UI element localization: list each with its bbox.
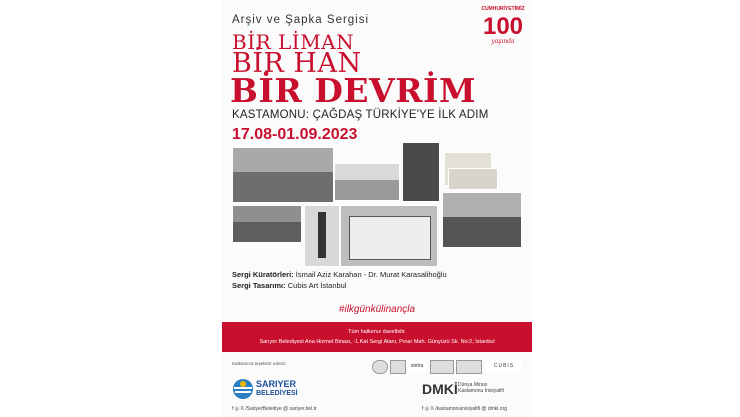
curators-line: [232, 270, 447, 279]
tagline: KASTAMONU: ÇAĞDAŞ TÜRKİYE'YE İLK ADIM: [232, 109, 489, 121]
hashtag: #ilkgünkülinançla: [338, 304, 416, 315]
sponsor-logo-cubis: CUBIS: [486, 360, 522, 372]
dmki-line-2: Kastamonu İnisiyatifi: [458, 388, 504, 394]
title-line-2: BİR HAN: [232, 48, 362, 79]
photo-harbor: [334, 163, 400, 201]
design-value: Cubis Art İstanbul: [287, 281, 347, 290]
title-line-3: BİR DEVRİM: [230, 71, 477, 110]
sariyer-name: [256, 380, 298, 398]
sariyer-line-2: BELEDİYESİ: [256, 390, 298, 397]
sariyer-emblem-icon: [232, 378, 254, 400]
dmki-line-1: Dünya Mirası: [458, 382, 488, 388]
social-links-sariyer: f ◎ X /SariyerBelediye @ sariyer.bel.tr: [232, 406, 317, 412]
photo-group-portrait: [442, 192, 522, 248]
sariyer-logo: [232, 378, 302, 400]
curators-value: İsmail Aziz Karahan - Dr. Murat Karasalihoğlu: [295, 270, 447, 279]
photo-people-crowd: [232, 147, 334, 203]
photo-historic-building: [340, 205, 438, 267]
curators-label: Sergi Küratörleri:: [232, 270, 294, 279]
exhibition-subtitle: Arşiv ve Şapka Sergisi: [232, 14, 370, 26]
sponsor-logo-ointra: ointra: [408, 360, 426, 372]
invitation-banner: [222, 322, 532, 352]
design-label: Sergi Tasarımı:: [232, 281, 286, 290]
dmki-logo: DMKİ: [422, 381, 458, 397]
photo-document-2: [448, 168, 498, 190]
sponsor-logo-1: [372, 360, 388, 374]
design-line: [232, 281, 347, 290]
banner-line-2: Sarıyer Belediyesi Ana Hizmet Binası, -1.Kat Sergi Alanı, Pınar Mah. Günyüzü Sk. No:2, İstanbul: [259, 339, 495, 345]
photo-statue-figure: [304, 205, 340, 267]
badge-number: 100: [482, 13, 524, 40]
exhibition-dates: 17.08-01.09.2023: [232, 126, 358, 143]
sariyer-line-1: SARIYER: [256, 379, 297, 389]
dmki-text: [458, 382, 504, 394]
social-links-dmki: f ◎ X /kastamonuinisiyatifi @ dmki.org: [422, 406, 508, 412]
photo-street-scene: [232, 205, 302, 243]
sponsor-logo-2: [390, 360, 406, 374]
photo-man-portrait: [402, 142, 440, 202]
badge-bottom-text: yaşında: [491, 38, 515, 45]
badge-top-text: CUMHURİYETİMİZ: [481, 6, 525, 12]
banner-line-1: Tüm halkımız davetlidir.: [348, 329, 406, 335]
centennial-badge: [472, 2, 534, 46]
title-line-1: BİR LİMAN: [232, 30, 355, 54]
sponsor-logo-5: [456, 360, 482, 374]
thanks-label: Katkılarına teşekkür ederiz:: [232, 361, 287, 366]
sponsor-logo-4: [430, 360, 454, 374]
exhibition-poster: [222, 0, 532, 417]
